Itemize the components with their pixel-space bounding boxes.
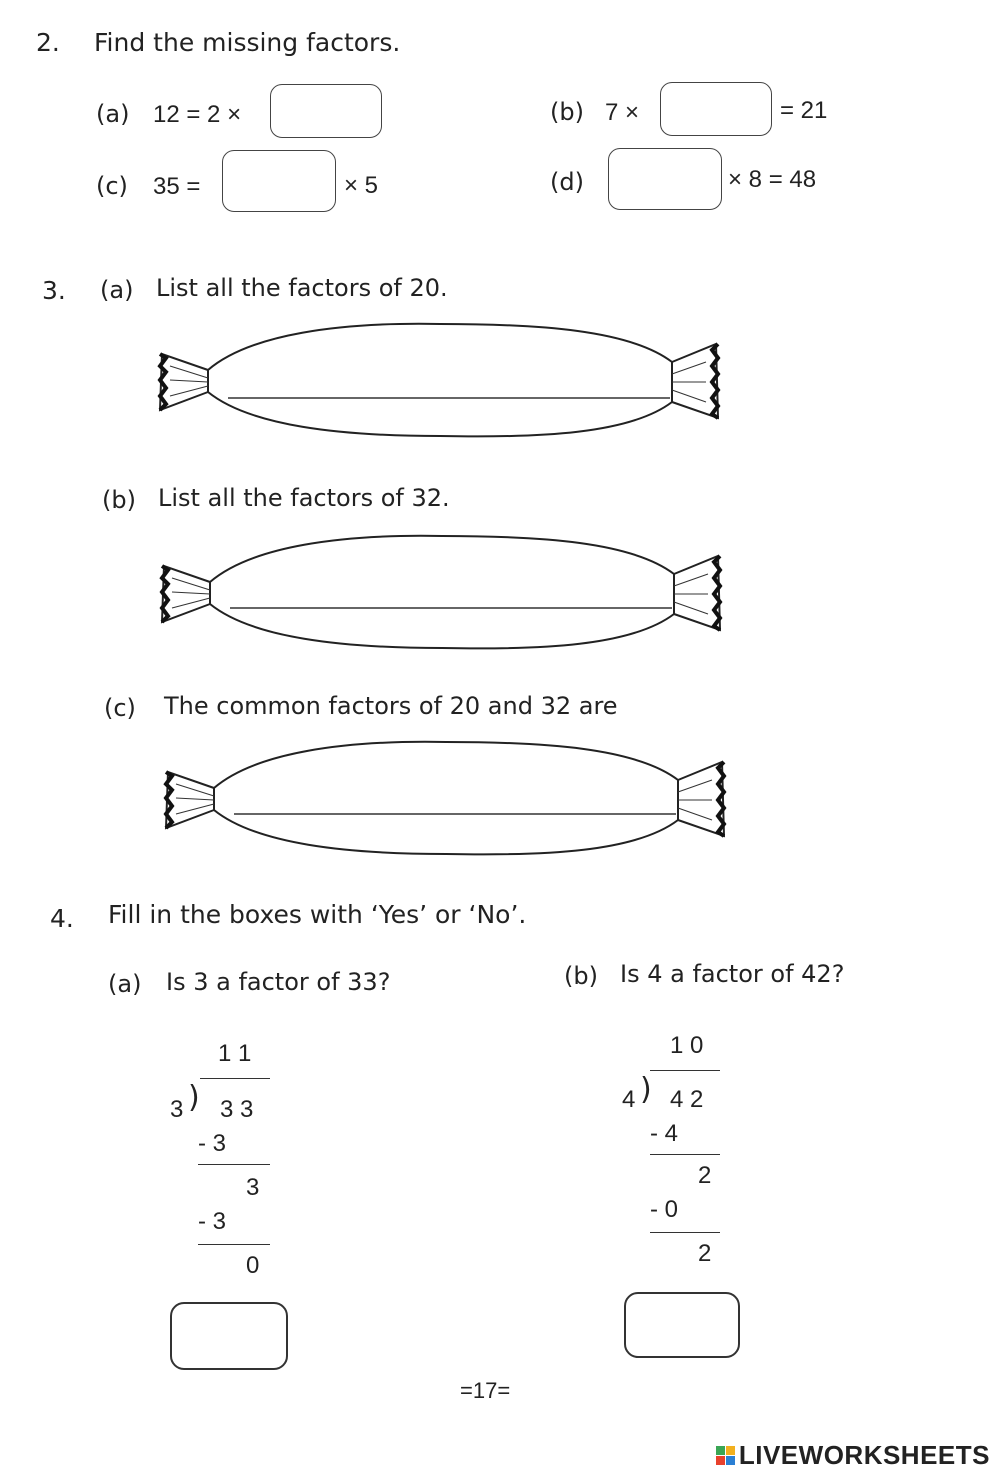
q4b-subtract-2: - 0 <box>650 1196 679 1223</box>
q4a-divisor: 3 <box>170 1096 184 1123</box>
q3-number: 3. <box>42 276 66 305</box>
q4b-quotient: 1 0 <box>670 1032 704 1059</box>
q2c-left: 35 = <box>153 173 201 200</box>
q2a-answer-box[interactable] <box>270 84 382 138</box>
q4b-subtract-1: - 4 <box>650 1120 679 1147</box>
logo-square-blue <box>726 1456 735 1465</box>
q4b-division-bracket: ) <box>640 1072 652 1107</box>
q4b-dividend: 4 2 <box>670 1086 704 1113</box>
q2-title: Find the missing factors. <box>94 28 401 57</box>
q2b-label: (b) <box>550 98 584 126</box>
liveworksheets-logo-icon <box>716 1446 735 1465</box>
q4a-subtract-1: - 3 <box>198 1130 227 1157</box>
q4a-rule-1 <box>198 1164 270 1165</box>
q2c-right: × 5 <box>344 172 379 199</box>
q4a-subtract-2: - 3 <box>198 1208 227 1235</box>
q4b-remainder-2: 2 <box>698 1240 712 1267</box>
q4a-rule-2 <box>198 1244 270 1245</box>
q4b-rule-1 <box>650 1154 720 1155</box>
logo-square-red <box>716 1456 725 1465</box>
q3a-label: (a) <box>100 276 134 304</box>
q2a-label: (a) <box>96 100 130 128</box>
q4b-divisor: 4 <box>622 1086 636 1113</box>
logo-square-green <box>716 1446 725 1455</box>
q4b-text: Is 4 a factor of 42? <box>620 960 845 988</box>
q2a-equation: 12 = 2 × <box>153 101 242 128</box>
q3a-text: List all the factors of 20. <box>156 274 448 302</box>
q4b-rule-2 <box>650 1232 720 1233</box>
q2-number: 2. <box>36 28 60 57</box>
q4a-remainder-1: 3 <box>246 1174 260 1201</box>
liveworksheets-logo[interactable] <box>716 1440 990 1471</box>
q2d-label: (d) <box>550 168 584 196</box>
logo-square-yellow <box>726 1446 735 1455</box>
q4a-yes-no-box[interactable] <box>170 1302 288 1370</box>
q2b-answer-box[interactable] <box>660 82 772 136</box>
q2c-label: (c) <box>96 172 128 200</box>
q4a-remainder-2: 0 <box>246 1252 260 1279</box>
q2d-answer-box[interactable] <box>608 148 722 210</box>
q4a-division-bracket: ) <box>188 1080 200 1115</box>
q4b-yes-no-box[interactable] <box>624 1292 740 1358</box>
q4a-label: (a) <box>108 970 142 998</box>
q3c-text: The common factors of 20 and 32 are <box>164 692 618 720</box>
q4b-division-bar <box>650 1070 720 1071</box>
q4a-quotient: 1 1 <box>218 1040 252 1067</box>
q4b-remainder-1: 2 <box>698 1162 712 1189</box>
q2d-right: × 8 = 48 <box>728 166 817 193</box>
q4b-label: (b) <box>564 962 598 990</box>
q4a-text: Is 3 a factor of 33? <box>166 968 391 996</box>
page-number: =17= <box>460 1378 511 1403</box>
q4a-dividend: 3 3 <box>220 1096 254 1123</box>
q3b-candy-answer-area[interactable] <box>152 530 732 654</box>
liveworksheets-logo-text: LIVEWORKSHEETS <box>738 1440 990 1470</box>
q4-title: Fill in the boxes with ‘Yes’ or ‘No’. <box>108 900 527 929</box>
q3b-label: (b) <box>102 486 136 514</box>
q3c-candy-answer-area[interactable] <box>156 736 736 860</box>
q2b-left: 7 × <box>605 99 640 126</box>
q3c-label: (c) <box>104 694 136 722</box>
q4-number: 4. <box>50 904 74 933</box>
q3a-candy-answer-area[interactable] <box>150 318 730 442</box>
q4a-division-bar <box>200 1078 270 1079</box>
q3b-text: List all the factors of 32. <box>158 484 450 512</box>
q2b-right: = 21 <box>780 97 828 124</box>
q2c-answer-box[interactable] <box>222 150 336 212</box>
